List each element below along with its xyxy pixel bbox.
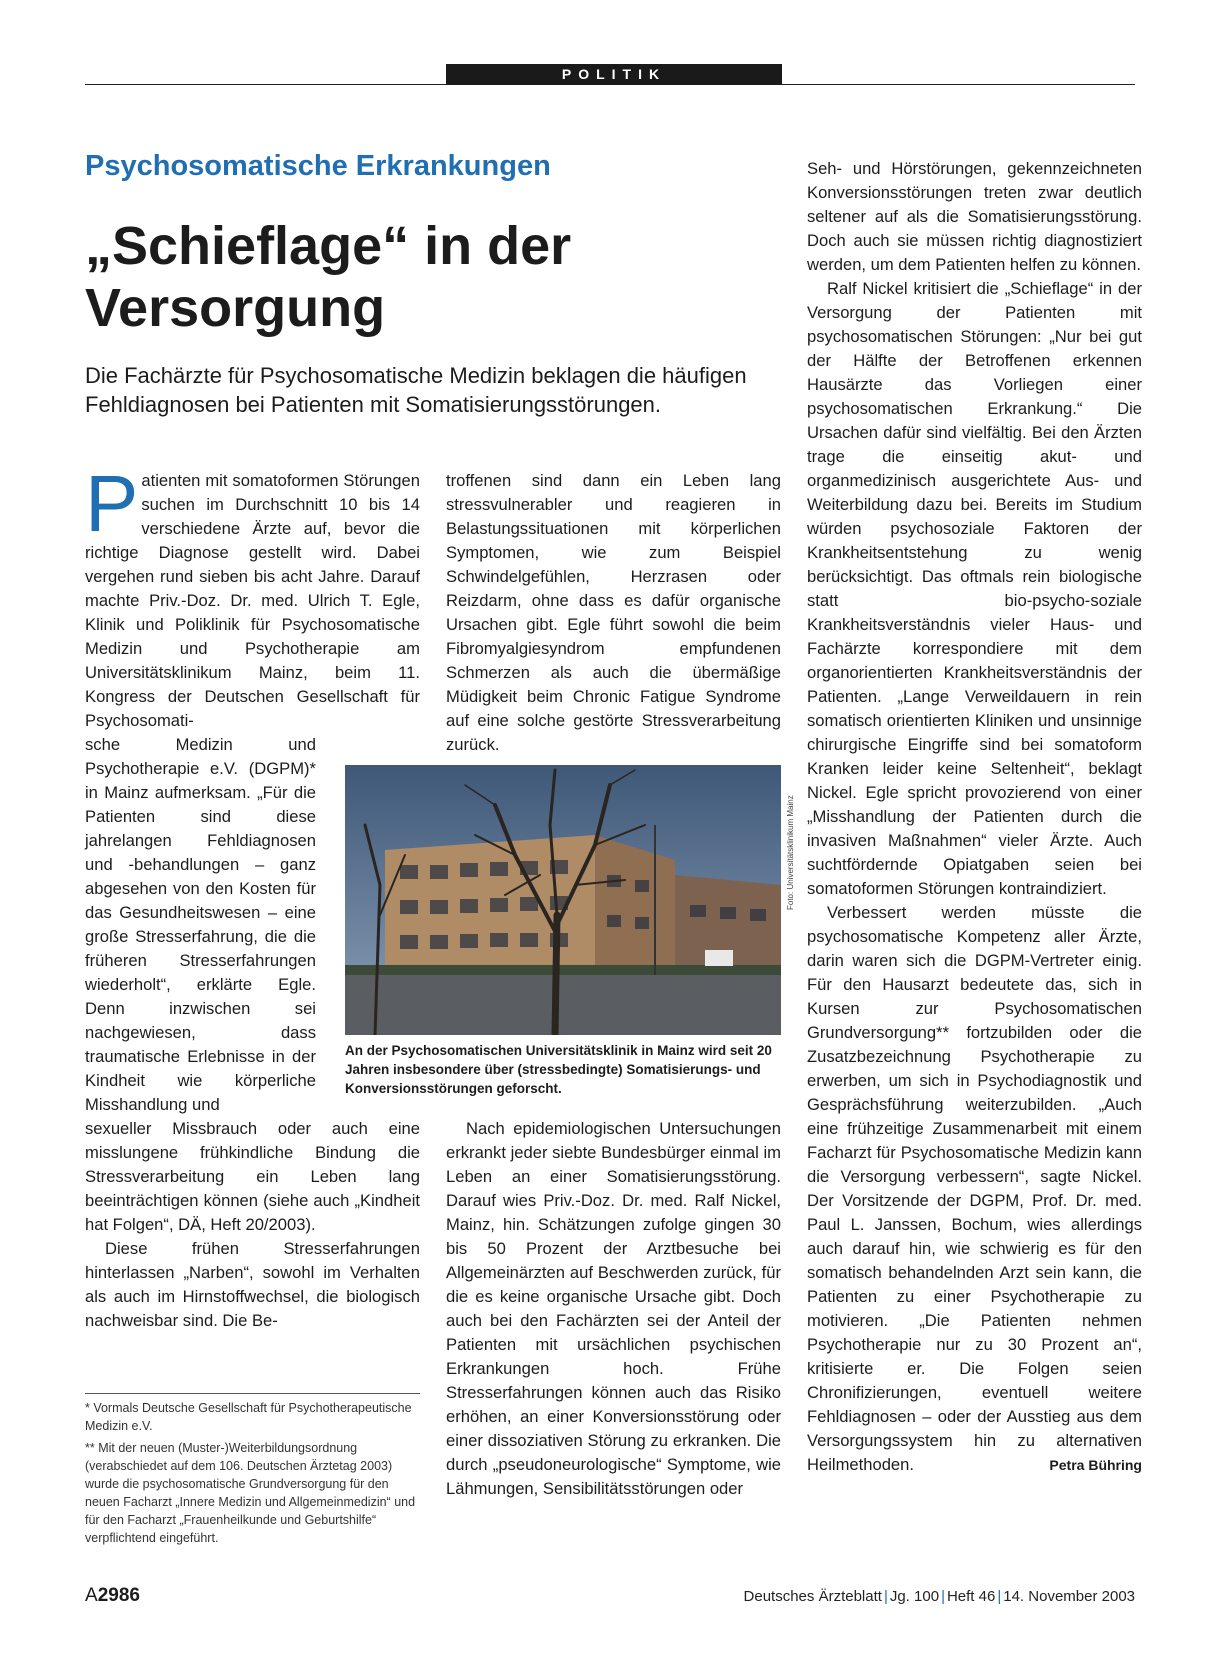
paragraph: sche Medizin und Psychotherapie e.V. (DGPM)* in Mainz aufmerksam. „Für die Patienten sind diese jahrelangen Fehldiagnosen und -behandlungen – ganz abgesehen von den Kosten für das Gesundheitswesen – eine große Stresserfahrung, die die früheren Stresserfahrungen wiederholt“, erklärte Egle. Denn inzwischen sei nachgewiesen, dass traumatische Erlebnisse in der Kindheit wie körperliche Misshandlung und [85, 735, 316, 1114]
paragraph: troffenen sind dann ein Leben lang stressvulnerabler und reagieren in Belastungssituationen mit körperlichen Symptomen, wie zum Beispiel Schwindelgefühlen, Herzrasen oder Reizdarm, ohne dass es dafür organische Ursachen gibt. Egle führt sowohl die beim Fibromyalgiesyndrom empfundenen Schmerzen als auch die übermäßige Müdigkeit beim Chronic Fatigue Syndrome auf eine solche gestörte Stressverarbeitung zurück. [446, 471, 781, 754]
footnote-rule [85, 1393, 420, 1394]
paragraph: Diese frühen Stresserfahrungen hinterlassen „Narben“, sowohl im Verhalten als auch im Hirnstoffwechsel, die biologisch nachweisbar sind. Die Be- [85, 1239, 420, 1330]
headline: „Schieflage“ in der Versorgung [85, 216, 572, 338]
paragraph: sexueller Missbrauch oder auch eine misslungene frühkindliche Bindung die Stressverarbeitung ein Leben lang beeinträchtigen können (siehe auch „Kindheit hat Folgen“, DÄ, Heft 20/2003). [85, 1119, 420, 1234]
paragraph: atienten mit somatoformen Störungen suchen im Durchschnitt 10 bis 14 verschiedene Ärzte auf, bevor die richtige Diagnose gestellt wird. Dabei vergehen rund sieben bis acht Jahre. Darauf machte Priv.-Doz. Dr. med. Ulrich T. Egle, Klinik und Poliklinik für Psychosomatische Medizin und Psychotherapie am Universitätsklinikum Mainz, beim 11. Kongress der Deutschen Gesellschaft für Psychosomati- [85, 471, 420, 730]
author: Petra Bühring [1049, 1457, 1142, 1473]
paragraph: Ralf Nickel kritisiert die „Schieflage“ in der Versorgung der Patienten mit psychosomatischen Störungen: „Nur bei gut der Hälfte der Betroffenen erkennen Hausärzte das Vorliegen einer psychosomatischen Erkrankung.“ Die Ursachen dafür sind vielfältig. Bei den Ärzten trage die einseitig akut- und organmedizinisch ausgerichtete Aus- und Weiterbildung dazu bei. Bereits im Studium würden psychosoziale Faktoren der Krankheitsentstehung zu wenig berücksichtigt. Das oftmals rein biologische statt bio-psycho-soziale Krankheitsverständnis vieler Haus- und Fachärzte korrespondiere mit dem organorientierten Krankheitsverständnis der Patienten. „Lange Verweildauern in rein somatisch orientierten Kliniken und unsinnige chirurgische Eingriffe sind bei somatoform Kranken leider keine Seltenheit“, beklagt Nickel. Egle spricht provozierend von einer „Misshandlung der Patienten durch die invasiven Maßnahmen“ vieler Ärzte. Auch suchtfördernde Opiatgaben seien bei somatoformen Störungen kontraindiziert. [807, 279, 1142, 898]
footer-info: Deutsches Ärzteblatt | Jg. 100 | Heft 46 | 14. November 2003 [743, 1588, 1135, 1605]
column-2-bottom [446, 1117, 781, 1501]
column-3 [807, 157, 1142, 1477]
journal-name: Deutsches Ärzteblatt [743, 1588, 882, 1605]
section-tag: POLITIK [446, 64, 782, 85]
photo-credit: Foto: Universitätsklinikum Mainz [786, 795, 795, 910]
footnote-1: * Vormals Deutsche Gesellschaft für Psychotherapeutische Medizin e.V. [85, 1401, 412, 1433]
footnotes [85, 1399, 420, 1551]
clinic-building-image [345, 765, 781, 1035]
page-prefix: A [85, 1585, 98, 1606]
photo-caption: An der Psychosomatischen Universitätsklinik in Mainz wird seit 20 Jahren insbesondere über (stressbedingte) Somatisierungs- und Konversionsstörungen geforscht. [345, 1043, 772, 1096]
column-1-top [85, 459, 420, 733]
drop-cap: P [85, 459, 139, 548]
issue: Heft 46 [946, 1588, 996, 1605]
page-number [85, 1585, 140, 1607]
paragraph: Nach epidemiologischen Untersuchungen erkrankt jeder siebte Bundesbürger einmal im Leben an einer Somatisierungsstörung. Darauf wies Priv.-Doz. Dr. med. Ralf Nickel, Mainz, hin. Schätzungen zufolge gingen 30 bis 50 Prozent der Arztbesuche bei Allgemeinärzten auf Beschwerden zurück, für die es keine organische Ursache gibt. Doch auch bei den Fachärzten sei der Anteil der Patienten mit ursächlichen psychischen Erkrankungen hoch. Frühe Stresserfahrungen können auch das Risiko erhöhen, an einer Konversionsstörung oder einer dissoziativen Störung zu erkranken. Die durch „pseudoneurologische“ Symptome, wie Lähmungen, Sensibilitätsstörungen oder [446, 1119, 781, 1498]
kicker: Psychosomatische Erkrankungen [85, 150, 551, 182]
issue-date: 14. November 2003 [1003, 1588, 1135, 1605]
column-2-top [446, 469, 781, 757]
paragraph: Verbessert werden müsste die psychosomatische Kompetenz aller Ärzte, darin waren sich die DGPM-Vertreter einig. Für den Hausarzt bedeutete das, sich in Kursen zur Psychosomatischen Grundversorgung** fortzubilden oder die Zusatzbezeichnung Psychotherapie zu erwerben, um sich in Psychodiagnostik und Gesprächsführung weiterzubilden. „Auch eine frühzeitige Zusammenarbeit mit einem Facharzt für Psychosomatische Medizin kann die Versorgung verbessern“, sagte Nickel. Der Vorsitzende der DGPM, Prof. Dr. med. Paul L. Janssen, Bochum, wies allerdings auch darauf hin, wie schwierig es für den somatisch behandelnden Arzt sein kann, die Patienten zu einer Psychotherapie zu motivieren. „Die Patienten nehmen Psychotherapie nur zu 30 Prozent an“, kritisierte er. Die Folgen seien Chronifizierungen, eventuell weitere Fehldiagnosen – oder der Ausstieg aus dem Versorgungssystem hin zu alternativen Heilmethoden. [807, 903, 1142, 1474]
page-number-value: 2986 [97, 1585, 140, 1606]
lead-text: Die Fachärzte für Psychosomatische Medizin beklagen die häufigen Fehldiagnosen bei Patienten mit Somatisierungsstörungen. [85, 363, 747, 417]
paragraph: Seh- und Hörstörungen, gekennzeichneten Konversionsstörungen treten zwar deutlich seltener auf als die Somatisierungsstörung. Doch auch sie müssen richtig diagnostiziert werden, um dem Patienten helfen zu können. [807, 159, 1142, 274]
clinic-photo [345, 765, 781, 1035]
volume: Jg. 100 [889, 1588, 940, 1605]
column-1-bottom [85, 1117, 420, 1333]
footnote-2: ** Mit der neuen (Muster-)Weiterbildungsordnung (verabschiedet auf dem 106. Deutschen Ärztetag 2003) wurde die psychosomatische Grundversorgung für den neuen Facharzt „Innere Medizin und Allgemeinmedizin“ und für den Facharzt „Frauenheilkunde und Geburtshilfe“ verpflichtend eingeführt. [85, 1441, 416, 1545]
column-1-wrap [85, 733, 316, 1117]
